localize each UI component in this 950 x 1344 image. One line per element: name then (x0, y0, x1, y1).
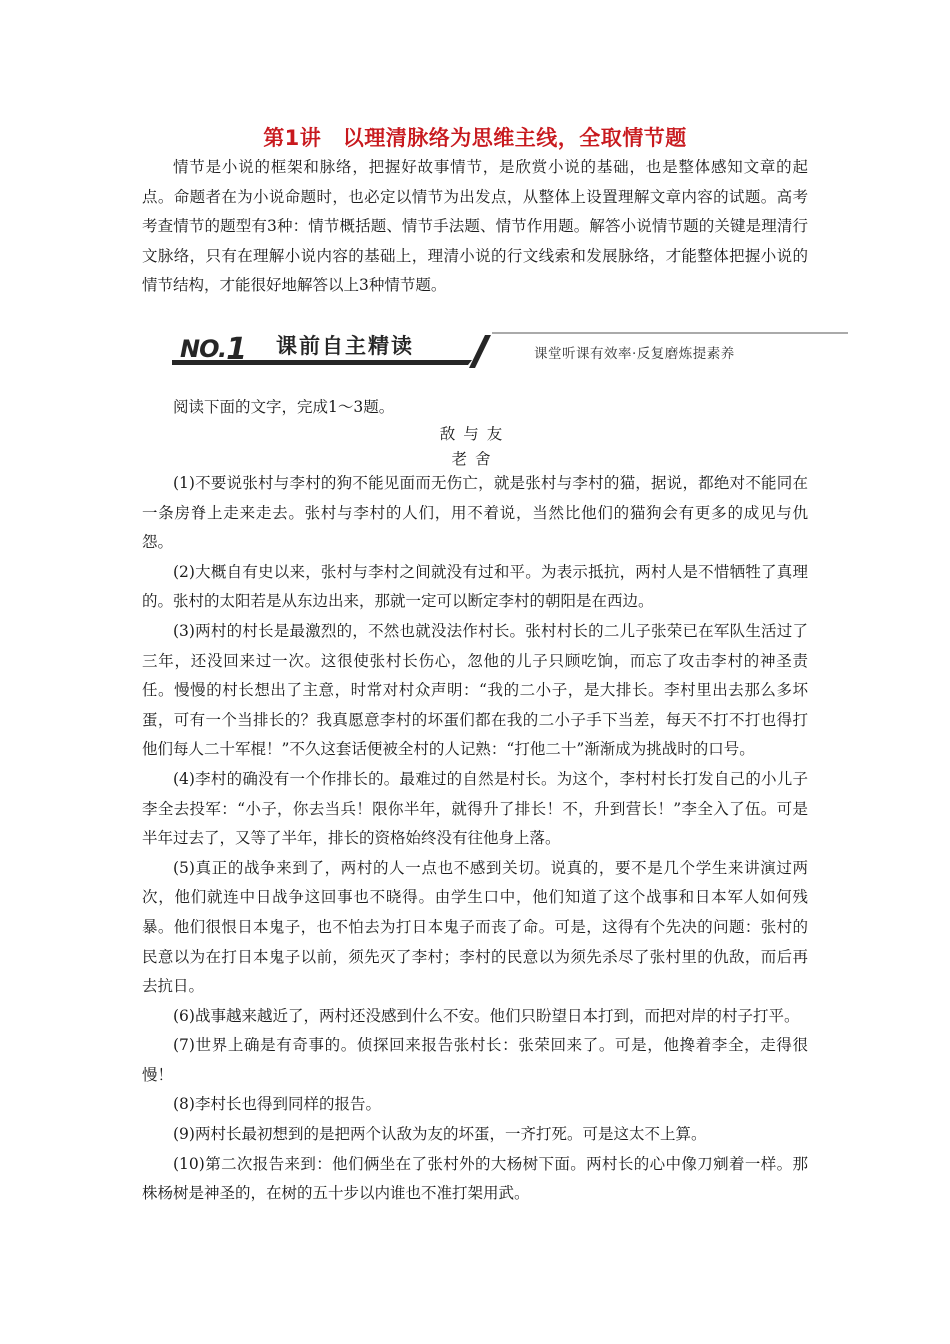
story-paragraph: (3)两村的村长是最激烈的，不然也就没法作村长。张村村长的二儿子张荣已在军队生活过了三年，还没回来过一次。这很使张村长伤心，忽他的儿子只顾吃饷，而忘了攻击李村的神圣责任。慢慢的村长想出了主意，时常对村众声明：“我的二小子，是大排长。李村里出去那么多坏蛋，可有一个当排长的？我真愿意李村的坏蛋们都在我的二小子手下当差，每天不打不打也得打他们每人二十军棍！”不久这套话便被全村的人记熟：“打他二十”渐渐成为挑战时的口号。 (142, 621, 808, 759)
banner-title: 课前自主精读 (276, 334, 414, 358)
story-title: 敌与友 (439, 425, 511, 443)
story-paragraph: (8)李村长也得到同样的报告。 (173, 1095, 381, 1114)
banner-graphic (172, 322, 848, 370)
banner-number (180, 330, 246, 365)
story-paragraph: (9)两村长最初想到的是把两个认敌为友的坏蛋，一齐打死。可是这太不上算。 (173, 1125, 707, 1144)
banner-no-label: NO. (180, 335, 227, 363)
banner-subtitle: 课堂听课有效率·反复磨炼提素养 (534, 346, 735, 362)
section-banner (172, 322, 848, 370)
story-paragraph: (1)不要说张村与李村的狗不能见面而无伤亡，就是张村与李村的猫，据说，都绝对不能同在一条房脊上走来走去。张村与李村的人们，用不着说，当然比他们的猫狗会有更多的成见与仇怨。 (142, 474, 808, 552)
story-paragraph: (10)第二次报告来到：他们俩坐在了张村外的大杨树下面。两村长的心中像刀剜着一样。那株杨树是神圣的，在树的五十步以内谁也不准打架用武。 (142, 1154, 808, 1203)
story-paragraph: (6)战事越来越近了，两村还没感到什么不安。他们只盼望日本打到，而把对岸的村子打平。 (173, 1006, 800, 1025)
lesson-title: 第1讲 以理清脉络为思维主线，全取情节题 (263, 126, 687, 150)
story-paragraph: (5)真正的战争来到了，两村的人一点也不感到关切。说真的，要不是几个学生来讲演过两次，他们就连中日战争这回事也不晓得。由学生口中，他们知道了这个战事和日本军人如何残暴。他们很恨日本鬼子，也不怕去为打日本鬼子而丧了命。可是，这得有个先决的问题：张村的民意以为在打日本鬼子以前，须先灭了李村；李村的民意以为须先杀尽了张村里的仇敌，而后再去抗日。 (142, 858, 808, 996)
story-paragraph: (4)李村的确没有一个作排长的。最难过的自然是村长。为这个，李村村长打发自己的小儿子李全去投军：“小子，你去当兵！限你半年，就得升了排长！不，升到营长！”李全入了伍。可是半年过去了，又等了半年，排长的资格始终没有往他身上落。 (142, 769, 808, 848)
reading-instruction: 阅读下面的文字，完成1～3题。 (173, 398, 395, 416)
story-paragraph: (7)世界上确是有奇事的。侦探回来报告张村长：张荣回来了。可是，他搀着李全，走得很慢！ (142, 1036, 808, 1084)
banner-slash (469, 335, 491, 368)
story-author: 老舍 (451, 450, 499, 468)
story-body (142, 469, 808, 1209)
lesson-intro: 情节是小说的框架和脉络，把握好故事情节，是欣赏小说的基础，也是整体感知文章的起点。命题者在为小说命题时，也必定以情节为出发点，从整体上设置理解文章内容的试题。高考考查情节的题型有3种：情节概括题、情节手法题、情节作用题。解答小说情节题的关键是理清行文脉络，只有在理解小说内容的基础上，理清小说的行文线索和发展脉络，才能整体把握小说的情节结构，才能很好地解答以上3种情节题。 (142, 158, 808, 295)
story-paragraph: (2)大概自有史以来，张村与李村之间就没有过和平。为表示抵抗，两村人是不惜牺牲了真理的。张村的太阳若是从东边出来，那就一定可以断定李村的朝阳是在西边。 (142, 562, 808, 611)
banner-no-digit: 1 (226, 332, 246, 367)
